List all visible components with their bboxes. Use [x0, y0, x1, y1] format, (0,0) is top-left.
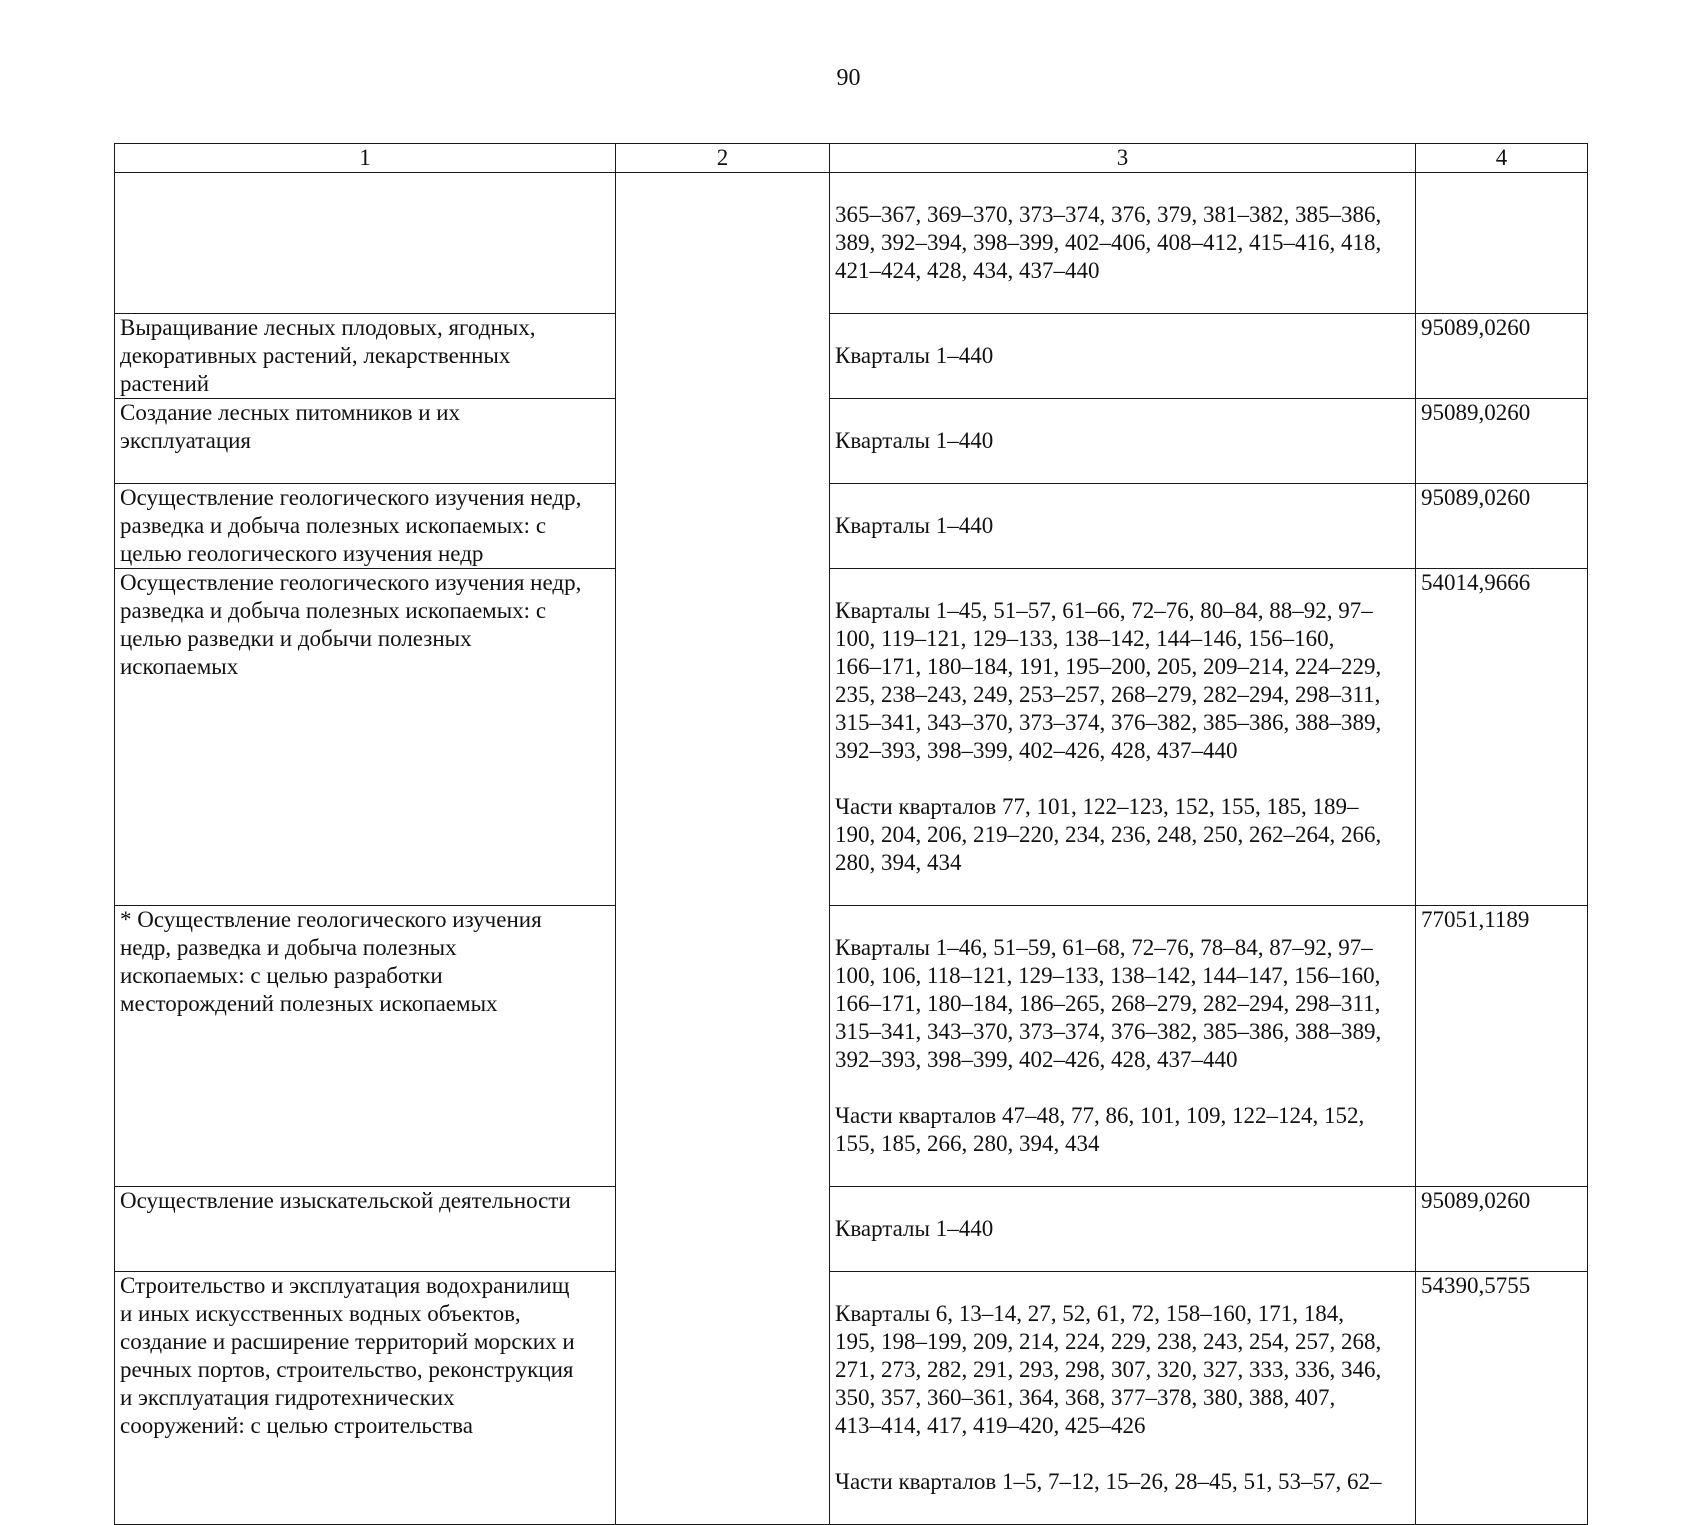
quarters-cell — [830, 1187, 1416, 1272]
quarters-cell — [830, 1272, 1416, 1525]
purpose-cell: Строительство и эксплуатация водохранилищ и иных искусственных водных объектов, создание и расширение территорий морских и речных портов, строительство, реконструкция и эксплуатация гидротехнических сооружений: с целью строительства — [115, 1272, 616, 1525]
column-header-2: 2 — [616, 144, 830, 173]
purpose-cell: Осуществление геологического изучения недр, разведка и добыча полезных ископаемых: с целью разведки и добычи полезных ископаемых — [115, 569, 616, 906]
table-row — [115, 1272, 1588, 1525]
quarters-cell — [830, 314, 1416, 399]
partial-quarters-list: Части кварталов 77, 101, 122–123, 152, 155, 185, 189– 190, 204, 206, 219–220, 234, 236, 248, 250, 262–264, 266, 280, 394, 434 — [835, 794, 1382, 875]
quarters-list: Кварталы 1–440 — [835, 343, 994, 368]
area-cell: 95089,0260 — [1416, 1187, 1588, 1272]
table-row — [115, 569, 1588, 906]
partial-quarters-list: Части кварталов 47–48, 77, 86, 101, 109, 122–124, 152, 155, 185, 266, 280, 394, 434 — [835, 1103, 1365, 1156]
quarters-list: 365–367, 369–370, 373–374, 376, 379, 381–382, 385–386, 389, 392–394, 398–399, 402–406, 408–412, 415–416, 418, 421–424, 428, 434, 437–440 — [835, 202, 1382, 283]
table-header-row — [115, 144, 1588, 173]
quarters-cell — [830, 569, 1416, 906]
partial-quarters-list: Части кварталов 1–5, 7–12, 15–26, 28–45, 51, 53–57, 62– — [835, 1469, 1382, 1494]
area-cell: 95089,0260 — [1416, 399, 1588, 484]
table-row — [115, 906, 1588, 1187]
quarters-list: Кварталы 1–440 — [835, 428, 994, 453]
purpose-cell: Осуществление изыскательской деятельности — [115, 1187, 616, 1272]
quarters-list: Кварталы 6, 13–14, 27, 52, 61, 72, 158–160, 171, 184, 195, 198–199, 209, 214, 224, 229, 238, 243, 254, 257, 268, 271, 273, 282, 291, 293, 298, 307, 320, 327, 333, 336, 346, 350, 357, 360–361, 364, 368, 377–378, 380, 388, 407, 413–414, 417, 419–420, 425–426 — [835, 1301, 1382, 1438]
quarters-list: Кварталы 1–46, 51–59, 61–68, 72–76, 78–84, 87–92, 97– 100, 106, 118–121, 129–133, 138–142, 144–147, 156–160, 166–171, 180–184, 186–265, 268–279, 282–294, 298–311, 315–341, 343–370, 373–374, 376–382, 385–386, 388–389, 392–393, 398–399, 402–426, 428, 437–440 — [835, 935, 1382, 1072]
page-number: 90 — [836, 65, 861, 91]
purpose-cell: * Осуществление геологического изучения недр, разведка и добыча полезных ископаемых: с целью разработки месторождений полезных ископаемых — [115, 906, 616, 1187]
table-row — [115, 1187, 1588, 1272]
table-row — [115, 314, 1588, 399]
quarters-cell — [830, 173, 1416, 314]
forest-use-table — [114, 143, 1588, 1525]
column-header-4: 4 — [1416, 144, 1588, 173]
purpose-cell: Создание лесных питомников и их эксплуатация — [115, 399, 616, 484]
quarters-list: Кварталы 1–440 — [835, 513, 994, 538]
purpose-cell: Осуществление геологического изучения недр, разведка и добыча полезных ископаемых: с целью геологического изучения недр — [115, 484, 616, 569]
table-row — [115, 173, 1588, 314]
area-cell: 54390,5755 — [1416, 1272, 1588, 1525]
area-cell: 77051,1189 — [1416, 906, 1588, 1187]
column-header-1: 1 — [115, 144, 616, 173]
quarters-cell — [830, 399, 1416, 484]
quarters-list: Кварталы 1–45, 51–57, 61–66, 72–76, 80–84, 88–92, 97– 100, 119–121, 129–133, 138–142, 144–146, 156–160, 166–171, 180–184, 191, 195–200, 205, 209–214, 224–229, 235, 238–243, 249, 253–257, 268–279, 282–294, 298–311, 315–341, 343–370, 373–374, 376–382, 385–386, 388–389, 392–393, 398–399, 402–426, 428, 437–440 — [835, 598, 1382, 763]
quarters-cell — [830, 906, 1416, 1187]
area-cell: 95089,0260 — [1416, 314, 1588, 399]
table-row — [115, 484, 1588, 569]
area-cell: 54014,9666 — [1416, 569, 1588, 906]
column-header-3: 3 — [830, 144, 1416, 173]
purpose-cell: Выращивание лесных плодовых, ягодных, декоративных растений, лекарственных растений — [115, 314, 616, 399]
table-row — [115, 399, 1588, 484]
quarters-list: Кварталы 1–440 — [835, 1216, 994, 1241]
area-cell — [1416, 173, 1588, 314]
purpose-cell — [115, 173, 616, 314]
quarters-cell — [830, 484, 1416, 569]
column-2-merged-cell — [616, 173, 830, 1525]
area-cell: 95089,0260 — [1416, 484, 1588, 569]
